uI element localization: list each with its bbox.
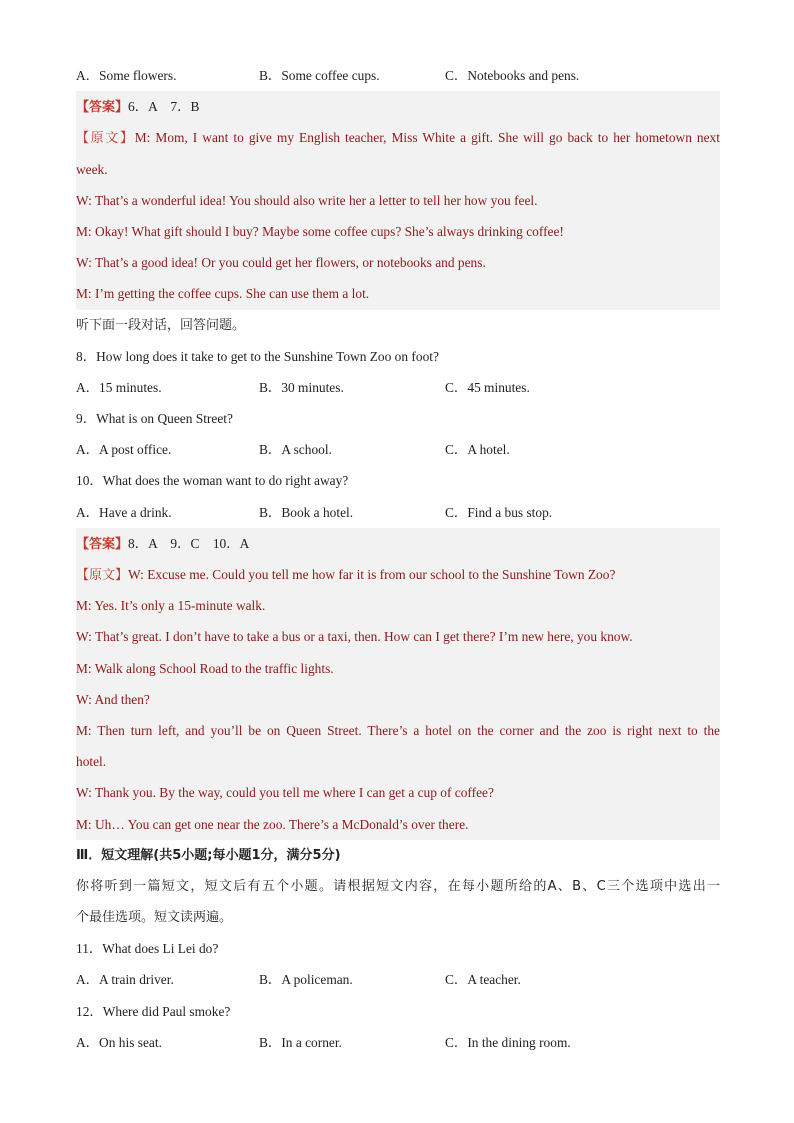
script-line-b-first [76,559,720,590]
answer-line-b [76,528,720,559]
script-line-a-1: week. [76,154,720,185]
script-line-b-2: M: Walk along School Road to the traffic lights. [76,653,720,684]
answer-label: 【答案】 [76,100,129,116]
option-a: A．A train driver. [76,972,174,988]
option-c: C．A teacher. [445,972,521,988]
script-line-a-4: W: That’s a good idea! Or you could get her flowers, or notebooks and pens. [76,247,720,278]
script-line-b-3: W: And then? [76,684,720,715]
section-heading: Ⅲ．短文理解(共5小题;每小题1分，满分5分) [76,847,341,863]
script-line-a-2: W: That’s a wonderful idea! You should also write her a letter to tell her how you feel. [76,185,720,216]
q9-stem: 9．What is on Queen Street? [76,411,233,427]
option-b: B．A policeman. [259,972,353,988]
instruction-b: 听下面一段对话，回答问题。 [76,317,246,333]
script-label: 【原文】 [76,131,135,147]
script-line-b-0: M: Yes. It’s only a 15-minute walk. [76,590,720,621]
q12-stem: 12．Where did Paul smoke? [76,1003,231,1019]
answer-label: 【答案】 [76,536,129,552]
script-line-a-0 [76,122,720,153]
script-line-a-3: M: Okay! What gift should I buy? Maybe some coffee cups? She’s always drinking coffee! [76,216,720,247]
q7-options [76,60,720,91]
option-a: A．Have a drink. [76,504,172,520]
q10-stem: 10．What does the woman want to do right away? [76,473,349,489]
option-c: C．A hotel. [445,442,510,458]
answer-text: 6．A 7．B [128,99,200,115]
script-label: 【原文】 [76,568,129,583]
option-a: A．On his seat. [76,1034,162,1050]
option-b: B．30 minutes. [259,379,344,395]
option-c: C．45 minutes. [445,379,530,395]
script-line-b-6: W: Thank you. By the way, could you tell me where I can get a cup of coffee? [76,777,720,808]
instruction-c-1: 你将听到一篇短文，短文后有五个小题。请根据短文内容，在每小题所给的A、B、C三个选项中选出一 [76,878,720,894]
q11-options [76,964,720,995]
q8-stem: 8．How long does it take to get to the Sunshine Town Zoo on foot? [76,348,439,364]
script-line-a-5: M: I’m getting the coffee cups. She can use them a lot. [76,278,720,309]
option-c: C．Find a bus stop. [445,504,553,520]
q12-options [76,1027,720,1058]
option-c: C．Notebooks and pens. [445,68,580,83]
q9-options [76,434,720,465]
option-b: B．Some coffee cups. [259,68,380,83]
option-a: A．A post office. [76,442,172,458]
option-c: C．In the dining room. [445,1034,571,1050]
q11-stem: 11．What does Li Lei do? [76,941,219,957]
script-line-b-1: W: That’s great. I don’t have to take a bus or a taxi, then. How can I get there? I’m new here, you know. [76,621,720,652]
script-line-b-4: M: Then turn left, and you’ll be on Queen Street. There’s a hotel on the corner and the zoo is right next to the [76,715,720,746]
script-text: M: Mom, I want to give my English teacher, Miss White a gift. She will go back to her hometown next [134,130,720,146]
option-a: A．Some flowers. [76,68,177,83]
script-line-b-5: hotel. [76,746,720,777]
script-text: W: Excuse me. Could you tell me how far it is from our school to the Sunshine Town Zoo? [128,567,616,582]
answer-line-a [76,91,720,122]
q10-options [76,497,720,528]
option-a: A．15 minutes. [76,379,162,395]
answer-text: 8．A 9．C 10．A [128,535,250,551]
instruction-c-2: 个最佳选项。短文读两遍。 [76,910,233,926]
option-b: B．A school. [259,442,332,458]
q8-options [76,372,720,403]
script-line-b-7: M: Uh… You can get one near the zoo. There’s a McDonald’s over there. [76,809,720,840]
page-content [76,60,720,1058]
option-b: B．In a corner. [259,1034,342,1050]
option-b: B．Book a hotel. [259,504,354,520]
